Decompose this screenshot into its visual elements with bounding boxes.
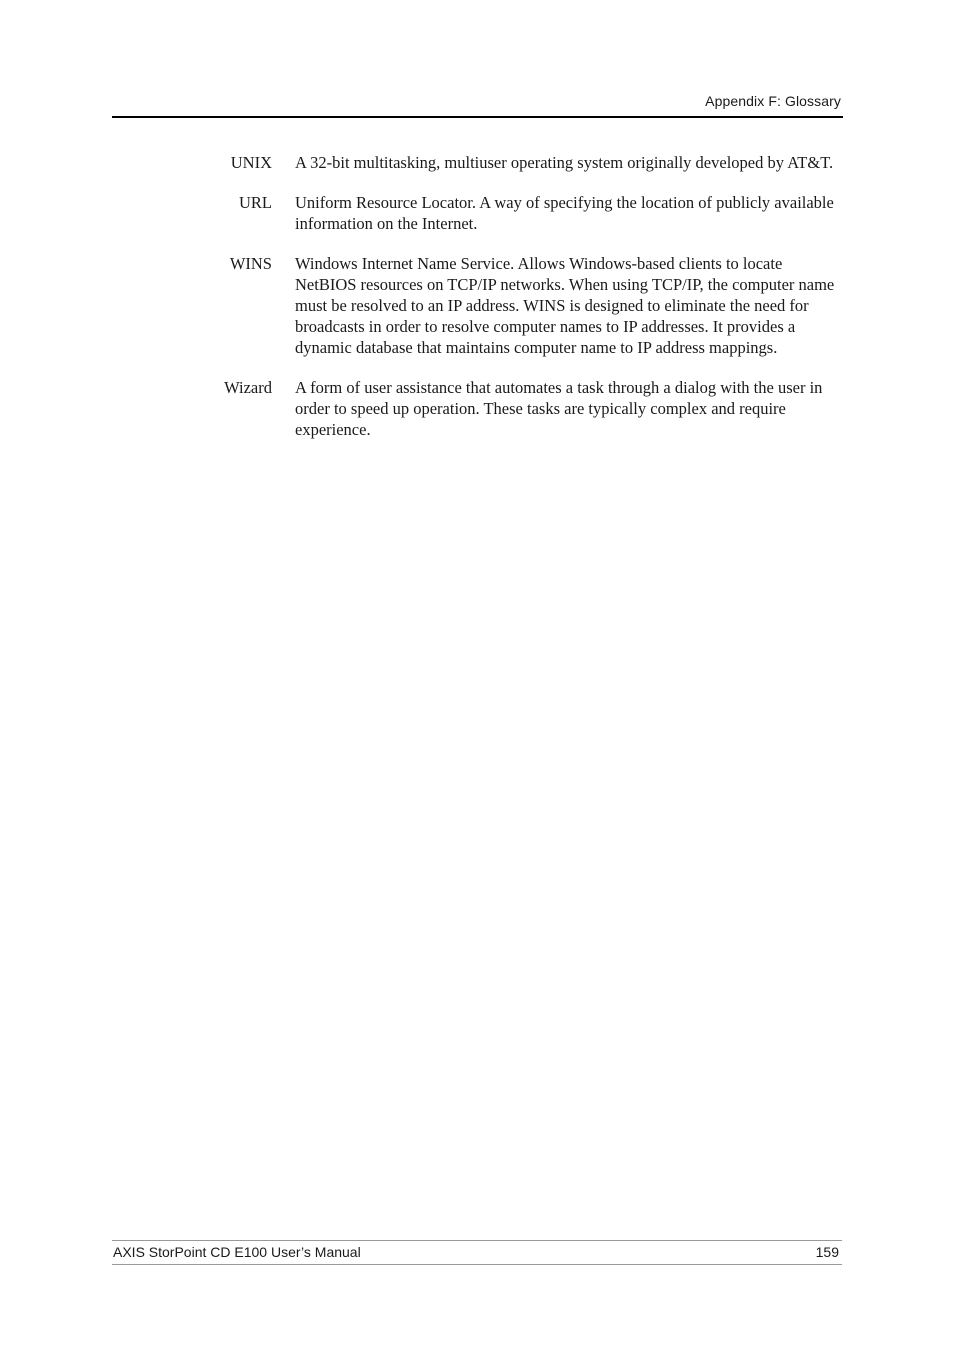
page-header — [112, 92, 843, 118]
glossary-term: WINS — [229, 254, 272, 273]
glossary-entry — [112, 192, 842, 234]
glossary-list — [112, 152, 842, 459]
glossary-definition: Uniform Resource Locator. A way of specifying the location of publicly available information on the Internet. — [295, 193, 834, 233]
glossary-definition: A form of user assistance that automates a task through a dialog with the user in order to speed up operation. These tasks are typically complex and require experience. — [295, 378, 823, 439]
page-number: 159 — [815, 1244, 839, 1260]
section-title: Appendix F: Glossary — [705, 93, 841, 109]
page-footer — [112, 1240, 842, 1265]
glossary-definition: A 32-bit multitasking, multiuser operating system originally developed by AT&T. — [295, 153, 834, 172]
glossary-term: URL — [239, 193, 272, 212]
manual-title: AXIS StorPoint CD E100 User’s Manual — [113, 1244, 361, 1260]
glossary-entry — [112, 152, 842, 173]
glossary-entry — [112, 377, 842, 440]
glossary-term: Wizard — [224, 378, 272, 397]
glossary-definition: Windows Internet Name Service. Allows Windows-based clients to locate NetBIOS resources on TCP/IP networks. When using TCP/IP, the computer name must be resolved to an IP address. WINS is designed to eliminate the need for broadcasts in order to resolve computer names to IP addresses. It provides a dynamic database that maintains computer name to IP address mappings. — [295, 254, 835, 357]
glossary-term: UNIX — [230, 153, 272, 172]
glossary-entry — [112, 253, 842, 358]
